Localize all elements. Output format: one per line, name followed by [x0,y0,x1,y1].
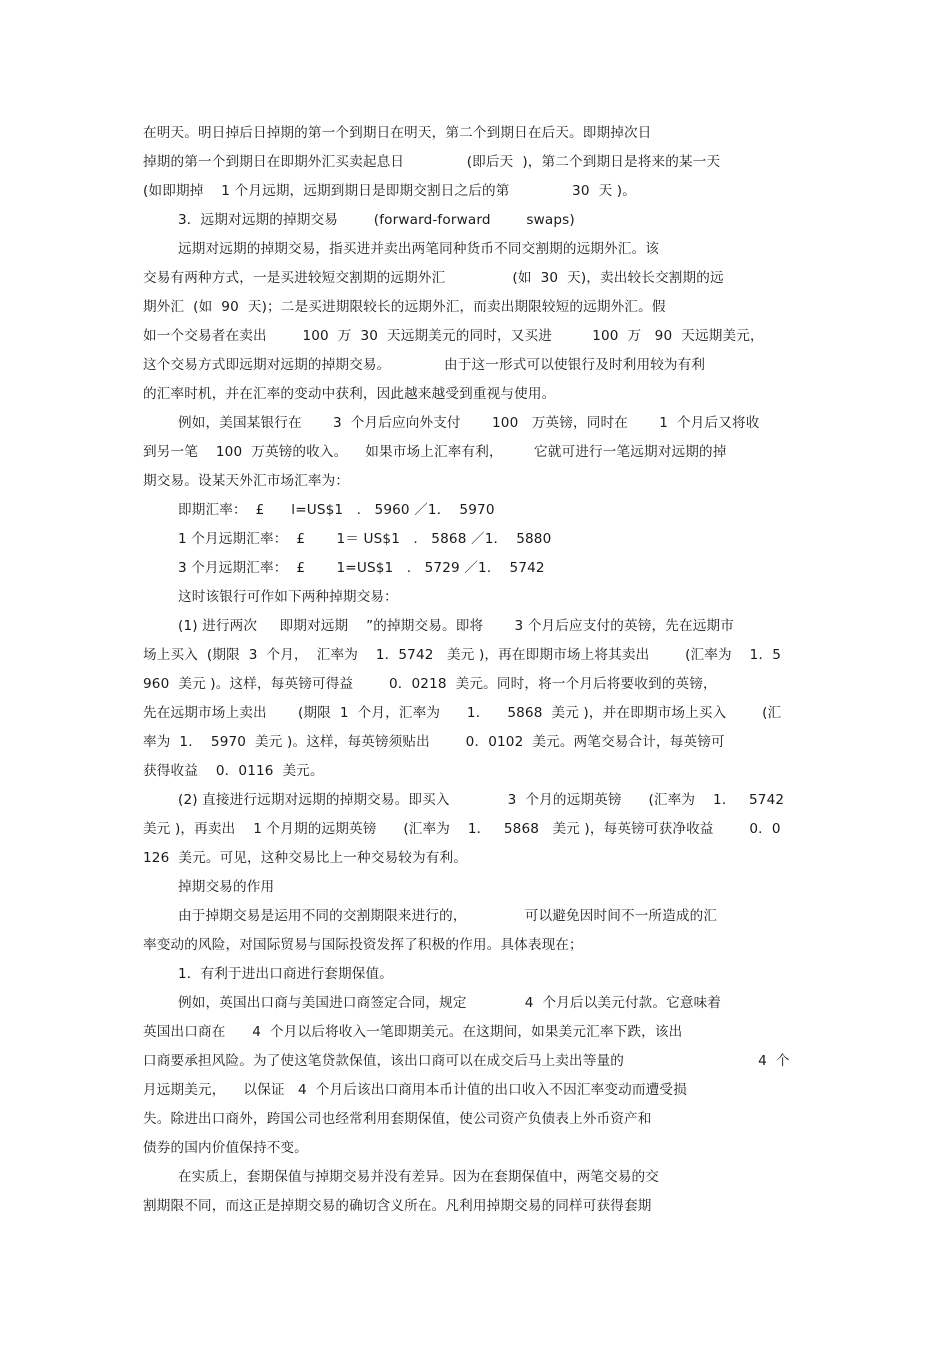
text-line: 远期对远期的掉期交易，指买进并卖出两笔同种货币不同交割期的远期外汇。该 [178,241,660,257]
section-heading: 掉期交易的作用 [178,879,275,895]
text-line: (如即期掉 1 个月远期，远期到期日是即期交割日之后的第 30 天 )。 [143,183,637,199]
text-line: 到另一笔 100 万英镑的收入。 如果市场上汇率有利， 它就可进行一笔远期对远期的掉 [143,444,727,460]
rate-line: 1 个月远期汇率： £ 1＝ US$1 . 5868 ／1． 5880 [178,531,552,547]
text-line: 掉期的第一个到期日在即期外汇买卖起息日 (即后天 )，第二个到期日是将来的某一天 [143,154,721,170]
text-line: 期外汇 (如 90 天)；二是买进期限较长的远期外汇，而卖出期限较短的远期外汇。假 [143,299,666,315]
text-line: 这时该银行可作如下两种掉期交易： [178,589,398,605]
text-line: 例如，英国出口商与美国进口商签定合同，规定 4 个月后以美元付款。它意味着 [178,995,722,1011]
text-line: 这个交易方式即远期对远期的掉期交易。 由于这一形式可以使银行及时利用较为有利 [143,357,706,373]
text-line: 月远期美元， 以保证 4 个月后该出口商用本币计值的出口收入不因汇率变动而遭受损 [143,1082,687,1098]
text-line: 率为 1． 5970 美元 )。这样，每英镑须贴出 0．0102 美元。两笔交易合计，每英镑可 [143,734,725,750]
text-line: 期交易。设某天外汇市场汇率为： [143,473,350,489]
text-line: 如一个交易者在卖出 100 万 30 天远期美元的同时，又买进 100 万 90 天远期美元， [143,328,764,344]
text-line: 场上买入 (期限 3 个月， 汇率为 1．5742 美元 )，再在即期市场上将其卖出 (汇率为 1．5 [143,647,781,663]
text-line: 由于掉期交易是运用不同的交割期限来进行的， 可以避免因时间不一所造成的汇 [178,908,718,924]
rate-line: 即期汇率： £ l=US$1 . 5960 ／1． 5970 [178,502,495,518]
text-line: 126 美元。可见，这种交易比上一种交易较为有利。 [143,850,467,866]
section-heading: 3．远期对远期的掉期交易 (forward-forward swaps) [178,212,575,228]
text-line: 美元 )，再卖出 1 个月期的远期英镑 (汇率为 1． 5868 美元 )，每英镑可获净收益 0．0 [143,821,781,837]
text-line: 口商要承担风险。为了使这笔贷款保值，该出口商可以在成交后马上卖出等量的 4 个 [143,1053,790,1069]
rate-line: 3 个月远期汇率： £ 1=US$1 . 5729 ／1． 5742 [178,560,545,576]
text-line: 960 美元 )。这样，每英镑可得益 0．0218 美元。同时，将一个月后将要收到的英镑， [143,676,717,692]
text-line: 交易有两种方式，一是买进较短交割期的远期外汇 (如 30 天)，卖出较长交割期的远 [143,270,724,286]
text-line: 失。除进出口商外，跨国公司也经常利用套期保值，使公司资产负债表上外币资产和 [143,1111,652,1127]
section-heading: 1．有利于进出口商进行套期保值。 [178,966,393,982]
text-line: 例如，美国某银行在 3 个月后应向外支付 100 万英镑，同时在 1 个月后又将收 [178,415,760,431]
text-line: 英国出口商在 4 个月以后将收入一笔即期美元。在这期间，如果美元汇率下跌，该出 [143,1024,683,1040]
text-line: (2) 直接进行远期对远期的掉期交易。即买入 3 个月的远期英镑 (汇率为 1． 5742 [178,792,785,808]
text-line: 获得收益 0．0116 美元。 [143,763,324,779]
text-line: 在明天。明日掉后日掉期的第一个到期日在明天，第二个到期日在后天。即期掉次日 [143,125,652,141]
text-line: 在实质上，套期保值与掉期交易并没有差异。因为在套期保值中，两笔交易的交 [178,1169,660,1185]
text-line: 的汇率时机，并在汇率的变动中获利，因此越来越受到重视与使用。 [143,386,556,402]
text-line: 先在远期市场上卖出 (期限 1 个月，汇率为 1． 5868 美元 )，并在即期市场上买入 (汇 [143,705,782,721]
text-line: 率变动的风险，对国际贸易与国际投资发挥了积极的作用。具体表现在； [143,937,583,953]
text-line: 债券的国内价值保持不变。 [143,1140,308,1156]
text-line: (1) 进行两次 即期对远期 ”的掉期交易。即将 3 个月后应支付的英镑，先在远期市 [178,618,734,634]
text-line: 割期限不同，而这正是掉期交易的确切含义所在。凡利用掉期交易的同样可获得套期 [143,1198,652,1214]
